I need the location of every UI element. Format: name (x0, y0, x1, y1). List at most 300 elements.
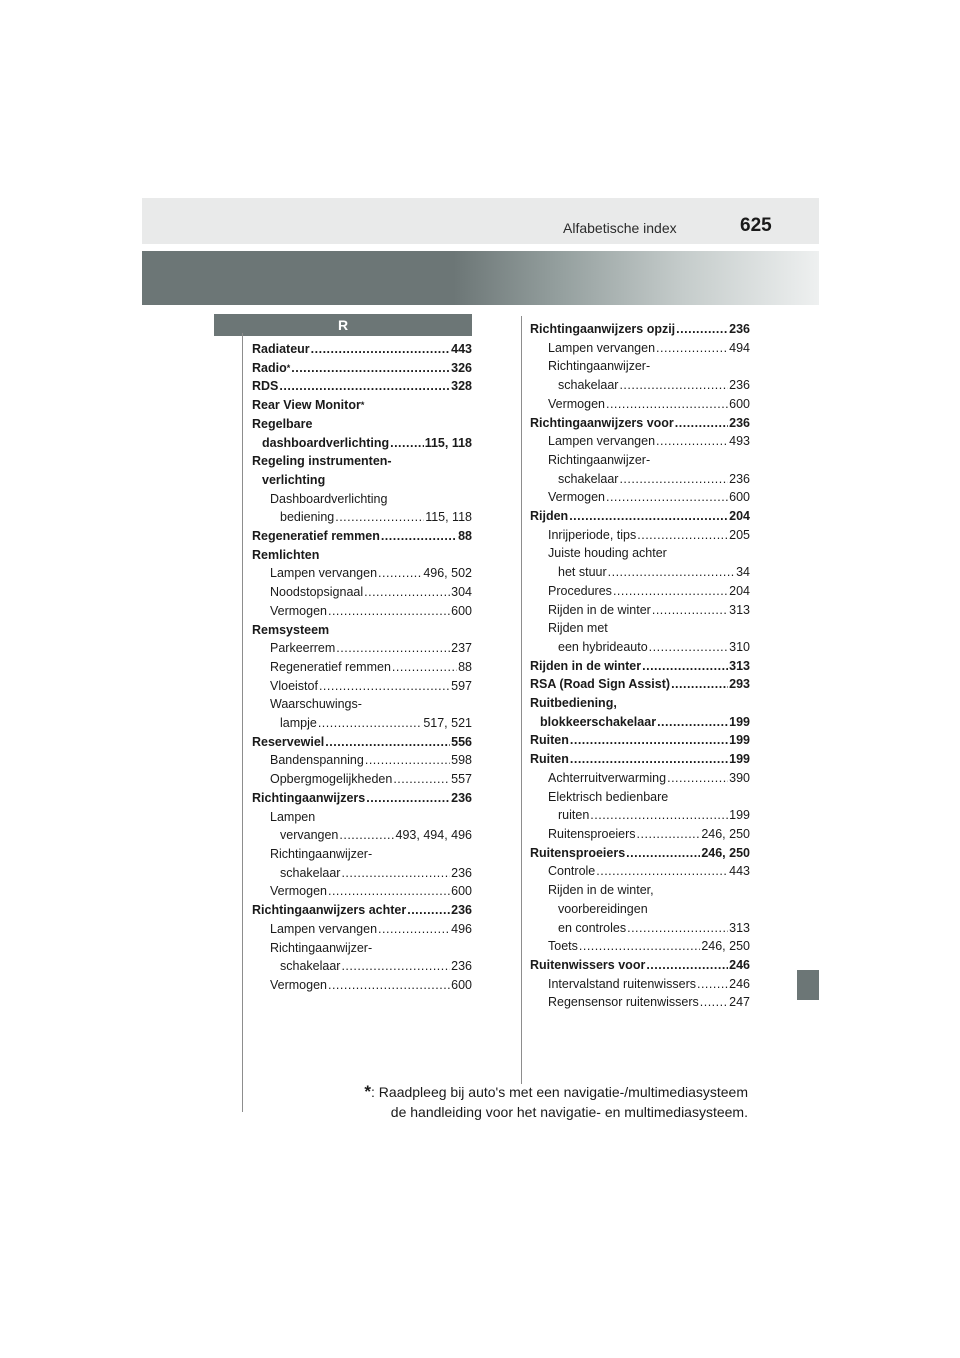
index-term: Remsysteem (252, 622, 330, 637)
index-subentry (530, 975, 750, 994)
index-line (270, 976, 472, 995)
index-line (270, 957, 472, 976)
section-title: Alfabetische index (563, 220, 677, 236)
index-entry (530, 414, 750, 433)
index-term: Vloeistof (270, 678, 318, 693)
index-subentry (530, 339, 750, 358)
page-reference: 237 (451, 641, 472, 656)
index-line (548, 526, 750, 545)
index-term: Opbergmogelijkheden (270, 772, 393, 787)
page-reference: 598 (451, 753, 472, 768)
index-term: dashboardverlichting (262, 435, 390, 450)
index-entry (252, 789, 472, 808)
page-reference: 496, 502 (423, 566, 472, 581)
index-term: Ruitensproeiers (530, 845, 626, 860)
index-subentry (530, 619, 750, 656)
dot-leader (570, 731, 728, 750)
decorative-gradient-band (142, 251, 819, 305)
page-reference: 494 (729, 340, 750, 355)
index-line (270, 882, 472, 901)
page-reference: 600 (729, 490, 750, 505)
footnote-line-2: de handleiding voor het navigatie- en multimediasysteem. (390, 1104, 748, 1120)
page-reference: 443 (451, 342, 472, 356)
dot-leader (407, 901, 450, 920)
index-line (270, 658, 472, 677)
index-subentry (252, 602, 472, 621)
dot-leader (311, 340, 450, 359)
index-term: schakelaar (558, 471, 619, 486)
page-reference: 236 (451, 865, 472, 880)
index-line (548, 395, 750, 414)
dot-leader (335, 508, 424, 527)
page-reference: 88 (458, 659, 472, 674)
letter-heading: R (214, 314, 472, 336)
page-reference: 115, 118 (424, 435, 472, 450)
index-term: Inrijperiode, tips (548, 527, 637, 542)
index-line (548, 862, 750, 881)
index-entry (530, 657, 750, 676)
dot-leader (667, 769, 728, 788)
page-reference: 246, 250 (701, 845, 750, 860)
index-term: Toets (548, 939, 578, 954)
index-line (252, 452, 472, 471)
index-term: Richtingaanwijzer- (270, 846, 373, 861)
index-line (270, 490, 472, 509)
dot-leader (364, 583, 450, 602)
index-column-left (252, 340, 472, 995)
index-entry (252, 733, 472, 752)
index-term: blokkeerschakelaar (540, 714, 657, 729)
dot-leader (341, 957, 450, 976)
index-line (252, 377, 472, 396)
index-line (548, 919, 750, 938)
index-entry (530, 694, 750, 731)
dot-leader (649, 638, 728, 657)
dot-leader (336, 639, 450, 658)
page-reference: 493, 494, 496 (395, 828, 472, 843)
dot-leader (590, 806, 728, 825)
index-subentry (530, 825, 750, 844)
index-line (270, 677, 472, 696)
dot-leader (657, 713, 728, 732)
index-term: Regelbare (252, 416, 313, 431)
index-entry (252, 359, 472, 378)
index-term: Rear View Monitor (252, 398, 361, 413)
index-subentry (252, 882, 472, 901)
page-reference: 293 (729, 677, 750, 692)
page-reference: 493 (729, 434, 750, 449)
index-term: en controles (558, 920, 627, 935)
dot-leader (291, 359, 450, 378)
index-entry (530, 844, 750, 863)
dot-leader (328, 602, 450, 621)
index-line (530, 713, 750, 732)
index-term: Elektrisch bedienbare (548, 789, 669, 804)
index-line (530, 694, 750, 713)
index-subentry (530, 432, 750, 451)
dot-leader (676, 320, 728, 339)
page-reference: 326 (451, 360, 472, 375)
index-entry (252, 396, 472, 415)
page-reference: 557 (451, 772, 472, 787)
index-term: schakelaar (280, 865, 341, 880)
index-line (548, 376, 750, 395)
dot-leader (606, 395, 728, 414)
thumb-index-tab (797, 970, 819, 1000)
index-term: Regeling instrumenten- (252, 454, 392, 469)
dot-leader (392, 658, 457, 677)
index-term: Richtingaanwijzer- (548, 359, 651, 374)
dot-leader (606, 488, 728, 507)
index-subentry (530, 544, 750, 581)
index-term: Radiateur (252, 342, 310, 356)
index-term: Lampen vervangen (270, 566, 378, 581)
index-line (548, 544, 750, 563)
index-line (270, 845, 472, 864)
page-reference: 199 (729, 714, 750, 729)
page-reference: 236 (451, 903, 472, 918)
index-line (530, 731, 750, 750)
page-reference: 313 (729, 658, 750, 673)
dot-leader (318, 714, 423, 733)
index-term: schakelaar (280, 959, 341, 974)
index-entry (530, 320, 750, 339)
dot-leader (579, 937, 700, 956)
page-reference: 204 (729, 583, 750, 598)
index-line (530, 844, 750, 863)
page-reference: 600 (451, 977, 472, 992)
dot-leader (325, 733, 450, 752)
index-subentry (530, 582, 750, 601)
page-reference: 246, 250 (701, 939, 750, 954)
index-term: Ruiten (530, 733, 569, 748)
index-term: Lampen vervangen (548, 434, 656, 449)
dot-leader (569, 507, 728, 526)
column-divider (521, 316, 522, 1084)
index-line (548, 825, 750, 844)
index-term: Waarschuwings- (270, 697, 362, 712)
index-term: Ruitensproeiers (548, 826, 636, 841)
index-entry (252, 415, 472, 452)
index-term: Dashboardverlichting (270, 491, 388, 506)
page-reference: 199 (729, 733, 750, 748)
page-reference: 236 (729, 322, 750, 336)
page-reference: 600 (451, 884, 472, 899)
dot-leader (328, 976, 450, 995)
index-term: Richtingaanwijzer- (548, 452, 651, 467)
index-line (270, 564, 472, 583)
index-subentry (252, 976, 472, 995)
left-margin-rule (242, 333, 243, 1112)
index-line (252, 527, 472, 546)
index-line (548, 881, 750, 900)
page-reference: 390 (729, 770, 750, 785)
index-subentry (530, 357, 750, 394)
page-number: 625 (740, 215, 772, 236)
index-line (548, 432, 750, 451)
index-line (252, 340, 472, 359)
dot-leader (339, 826, 394, 845)
page-reference: 304 (451, 585, 472, 600)
index-term: verlichting (262, 472, 326, 487)
dot-leader (619, 470, 728, 489)
index-line (252, 789, 472, 808)
index-term: Rijden in de winter (548, 602, 651, 617)
index-term: Achterruitverwarming (548, 770, 667, 785)
dot-leader (656, 432, 728, 451)
index-term: RSA (Road Sign Assist) (530, 677, 671, 692)
index-subentry (252, 751, 472, 770)
page-reference: 236 (451, 959, 472, 974)
page-reference: 443 (729, 864, 750, 879)
dot-leader (642, 657, 728, 676)
index-line (270, 864, 472, 883)
page-reference: 313 (729, 920, 750, 935)
index-subentry (252, 845, 472, 882)
index-term: Bandenspanning (270, 753, 364, 768)
dot-leader (626, 844, 700, 863)
index-term: Lampen vervangen (548, 340, 656, 355)
index-entry (252, 621, 472, 640)
index-line (548, 806, 750, 825)
footnote-line-1: : Raadpleeg bij auto's met een navigatie-/multimediasysteem (371, 1084, 748, 1100)
index-entry (252, 340, 472, 359)
index-entry (252, 901, 472, 920)
index-term: het stuur (558, 565, 607, 580)
index-line (548, 769, 750, 788)
dot-leader (637, 526, 728, 545)
index-subentry (252, 920, 472, 939)
index-entry (252, 546, 472, 565)
page-reference: 600 (451, 603, 472, 618)
page-reference: 310 (729, 639, 750, 654)
index-subentry (252, 939, 472, 976)
dot-leader (671, 675, 728, 694)
index-line (530, 956, 750, 975)
index-line (548, 937, 750, 956)
index-term: ruiten (558, 808, 590, 823)
index-line (270, 695, 472, 714)
index-term: Richtingaanwijzers (252, 790, 366, 805)
index-line (548, 470, 750, 489)
index-line (548, 488, 750, 507)
index-line (270, 751, 472, 770)
page-reference: 556 (451, 734, 472, 749)
index-line (270, 939, 472, 958)
index-line (530, 414, 750, 433)
index-subentry (530, 862, 750, 881)
index-subentry (252, 564, 472, 583)
index-line (270, 920, 472, 939)
index-term: Ruitbediening, (530, 696, 617, 711)
index-line: Rear View Monitor * (252, 396, 472, 415)
index-term: Richtingaanwijzer- (270, 940, 373, 955)
index-term: lampje (280, 716, 317, 731)
index-term: een hybrideauto (558, 639, 648, 654)
index-line (548, 638, 750, 657)
dot-leader (378, 564, 422, 583)
index-term: Remlichten (252, 547, 320, 562)
index-line (548, 339, 750, 358)
index-subentry (530, 451, 750, 488)
index-term: Richtingaanwijzers voor (530, 415, 674, 430)
index-term: Vermogen (270, 603, 327, 618)
index-line (270, 808, 472, 827)
page-reference: 246 (729, 976, 750, 991)
index-entry (530, 956, 750, 975)
index-term: voorbereidingen (558, 901, 648, 916)
index-term: Vermogen (270, 884, 327, 899)
index-line (530, 750, 750, 769)
index-term: Rijden (530, 509, 569, 524)
footnote (364, 1082, 748, 1122)
index-line (252, 901, 472, 920)
page-reference: 34 (736, 565, 750, 580)
dot-leader (319, 677, 450, 696)
index-column-right (530, 320, 750, 1012)
index-entry (530, 750, 750, 769)
dot-leader (613, 582, 728, 601)
index-term: Vermogen (548, 396, 605, 411)
index-term: vervangen (280, 828, 339, 843)
index-line (548, 619, 750, 638)
page-reference: 236 (729, 415, 750, 430)
page-reference: 496 (451, 921, 472, 936)
index-line (530, 320, 750, 339)
index-subentry (252, 639, 472, 658)
index-subentry (252, 490, 472, 527)
index-line (548, 900, 750, 919)
index-term: Intervalstand ruitenwissers (548, 976, 696, 991)
index-line (252, 434, 472, 453)
index-entry (530, 675, 750, 694)
dot-leader (393, 770, 450, 789)
dot-leader (646, 956, 728, 975)
index-subentry (252, 658, 472, 677)
page-reference: 328 (451, 379, 472, 394)
index-line (270, 770, 472, 789)
index-subentry (252, 770, 472, 789)
dot-leader (700, 993, 728, 1012)
index-line (548, 788, 750, 807)
index-line (548, 582, 750, 601)
index-term: Rijden in de winter, (548, 883, 654, 898)
index-term: Procedures (548, 583, 612, 598)
dot-leader (675, 414, 728, 433)
page-reference: 199 (729, 752, 750, 767)
page-reference: 199 (729, 808, 750, 823)
index-line (270, 583, 472, 602)
index-entry (530, 507, 750, 526)
index-subentry (530, 601, 750, 620)
index-line (252, 546, 472, 565)
dot-leader (697, 975, 728, 994)
page-reference: 236 (451, 790, 472, 805)
index-line: Radio * ..... 326 (252, 359, 472, 378)
footnote-mark: * (364, 1082, 372, 1101)
index-term: Parkeerrem (270, 641, 336, 656)
index-line (252, 733, 472, 752)
index-subentry (252, 677, 472, 696)
index-line (530, 657, 750, 676)
index-line (530, 675, 750, 694)
index-subentry (530, 993, 750, 1012)
index-term: schakelaar (558, 378, 619, 393)
index-term: Ruiten (530, 752, 569, 767)
index-line (548, 451, 750, 470)
index-line (270, 639, 472, 658)
dot-leader (381, 527, 457, 546)
index-subentry (530, 395, 750, 414)
index-term: Richtingaanwijzers achter (252, 903, 407, 918)
dot-leader (596, 862, 728, 881)
page-reference: 600 (729, 396, 750, 411)
index-line (252, 621, 472, 640)
page-reference: 236 (729, 471, 750, 486)
index-term: Controle (548, 864, 596, 879)
index-term: Ruitenwissers voor (530, 957, 646, 972)
dot-leader (366, 789, 450, 808)
index-subentry (530, 788, 750, 825)
index-line (548, 563, 750, 582)
index-line (270, 826, 472, 845)
index-subentry (252, 808, 472, 845)
page-reference: 247 (729, 995, 750, 1010)
page-reference: 313 (729, 602, 750, 617)
dot-leader (365, 751, 450, 770)
index-term: Reservewiel (252, 734, 325, 749)
index-line (270, 602, 472, 621)
index-line (252, 415, 472, 434)
index-entry (252, 527, 472, 546)
index-line (270, 508, 472, 527)
page-reference: 88 (458, 529, 472, 544)
dot-leader (390, 434, 424, 453)
index-line (548, 975, 750, 994)
index-entry (252, 452, 472, 489)
index-line (548, 993, 750, 1012)
dot-leader (378, 920, 450, 939)
dot-leader (627, 919, 728, 938)
index-term: Rijden in de winter (530, 658, 642, 673)
index-term: Noodstopsignaal (270, 585, 364, 600)
index-subentry (530, 526, 750, 545)
index-line (270, 714, 472, 733)
header-band (142, 198, 819, 244)
dot-leader (341, 864, 450, 883)
dot-leader (652, 601, 728, 620)
page-reference: 597 (451, 678, 472, 693)
dot-leader (608, 563, 735, 582)
page-reference: 205 (729, 527, 750, 542)
index-term: Regensensor ruitenwissers (548, 995, 699, 1010)
page-reference: 236 (729, 378, 750, 393)
dot-leader (619, 376, 728, 395)
page-reference: 246, 250 (701, 826, 750, 841)
index-term: bediening (280, 510, 335, 525)
index-subentry (252, 583, 472, 602)
page-reference: 517, 521 (423, 716, 472, 731)
index-subentry (530, 881, 750, 937)
dot-leader (570, 750, 728, 769)
index-term: Vermogen (548, 490, 605, 505)
index-term: Juiste houding achter (548, 546, 667, 561)
index-line (252, 471, 472, 490)
index-line (530, 507, 750, 526)
index-term: Regeneratief remmen (270, 659, 391, 674)
index-line (548, 357, 750, 376)
index-subentry (530, 937, 750, 956)
